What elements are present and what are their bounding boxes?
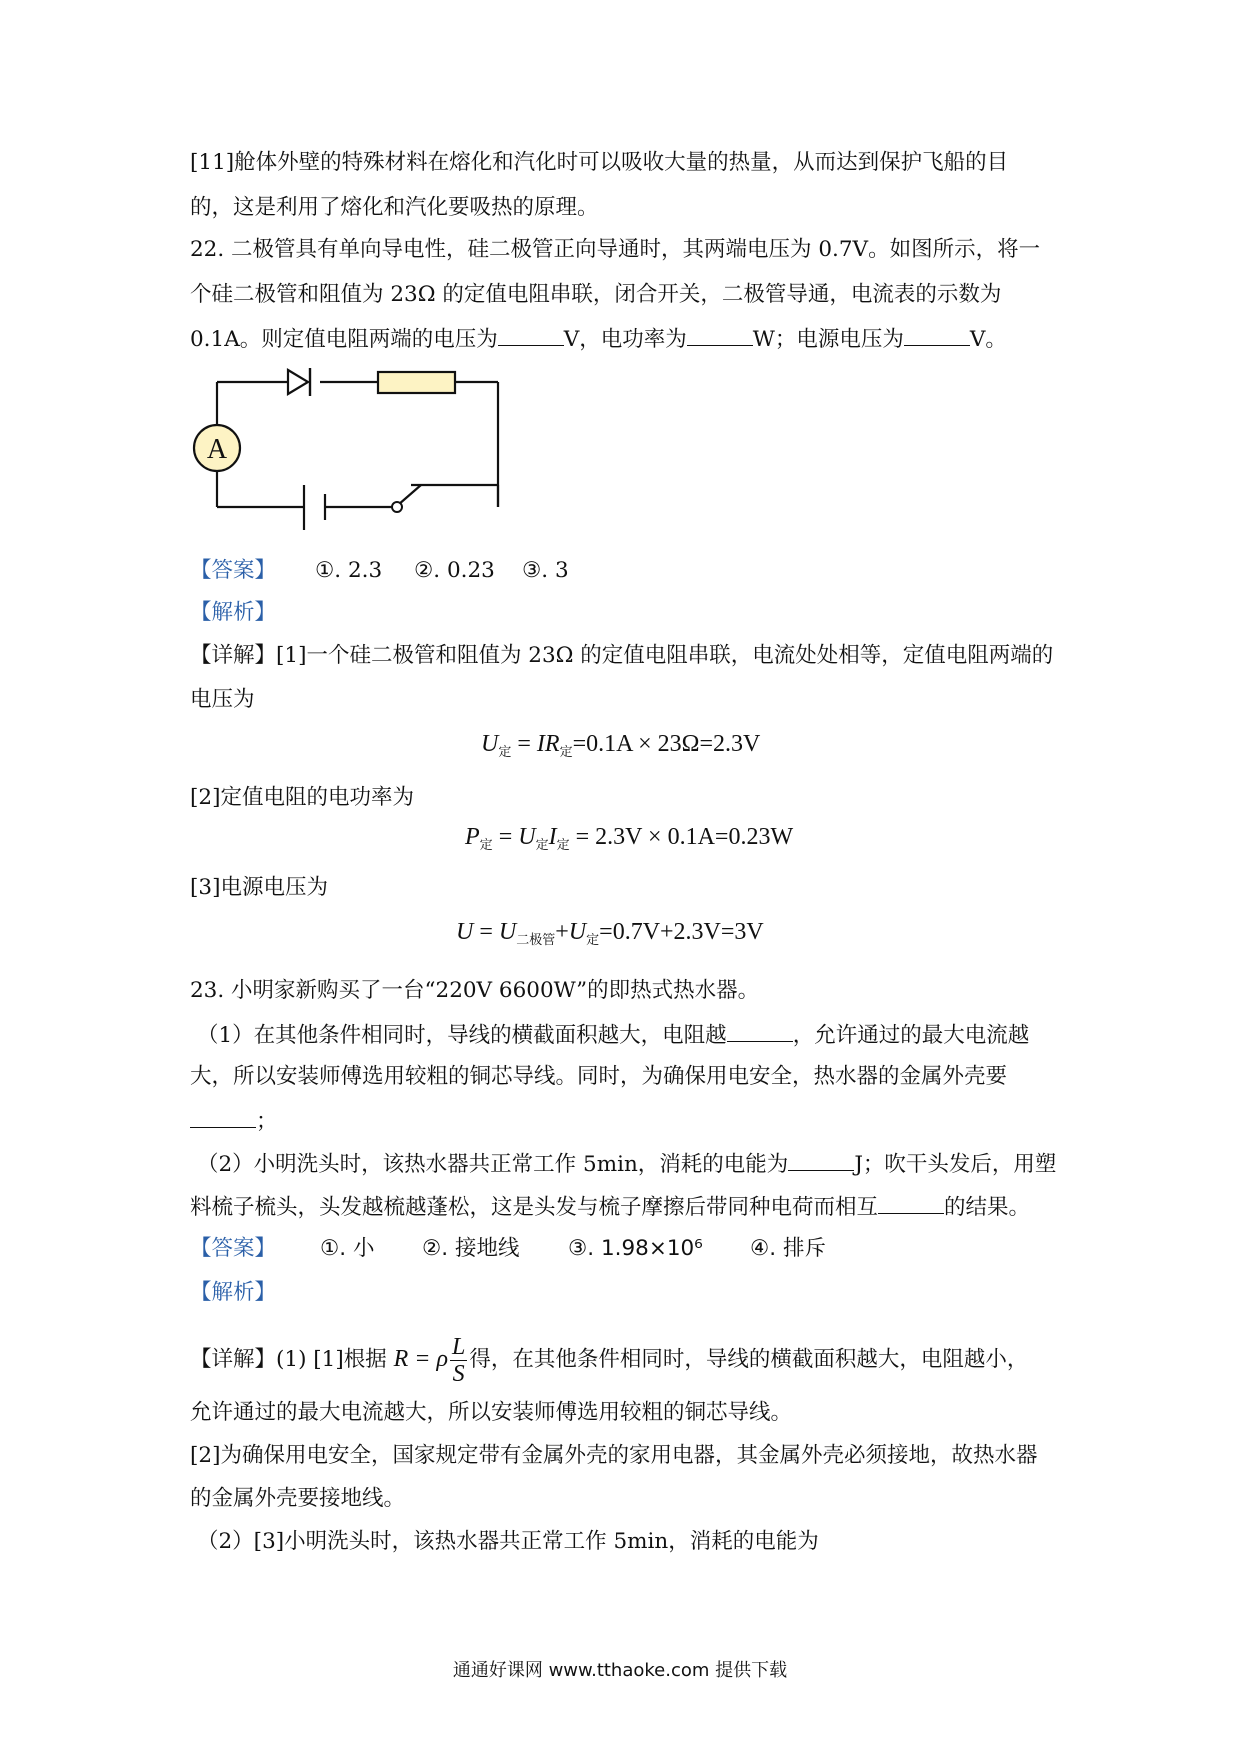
text-line: 允许通过的最大电流越大，所以安装师傅选用较粗的铜芯导线。 <box>190 1400 793 1425</box>
answer-item: ②. 接地线 <box>422 1236 520 1261</box>
answer-blank[interactable] <box>904 323 970 346</box>
ammeter-label: A <box>206 434 228 465</box>
answer-row-23 <box>190 1234 826 1264</box>
text-segment: ； <box>256 1109 278 1134</box>
switch-contact <box>392 502 402 512</box>
text-line: [2]定值电阻的电功率为 <box>190 785 414 810</box>
formula-source-voltage <box>456 915 764 958</box>
text-segment: V，电功率为 <box>563 327 687 352</box>
text-line: 个硅二极管和阻值为 23Ω 的定值电阻串联，闭合开关，二极管导通，电流表的示数为 <box>190 282 1002 307</box>
formula-subscript: 定 <box>586 933 600 948</box>
analysis-tag: 【解析】 <box>190 1280 277 1305</box>
answer-blank[interactable] <box>788 1148 854 1171</box>
answer-item: ④. 排斥 <box>750 1236 826 1261</box>
answer-tag: 【答案】 <box>190 558 277 583</box>
diode-icon <box>288 370 308 394</box>
text-segment: 的结果。 <box>944 1195 1031 1220</box>
question-23: 23. 小明家新购买了一台“220V 6600W”的即热式热水器。 <box>190 978 760 1003</box>
answer-item: ③. 3 <box>522 558 569 583</box>
formula-subscript: 定 <box>556 838 570 853</box>
answer-blank[interactable] <box>190 1105 256 1128</box>
text-segment: 料梳子梳头，头发越梳越蓬松，这是头发与梳子摩擦后带同种电荷而相互 <box>190 1195 879 1220</box>
text-segment: 【详解】(1) [1]根据 <box>190 1347 387 1372</box>
text-segment: 0.1A。则定值电阻两端的电压为 <box>190 327 498 352</box>
switch-lever <box>398 485 421 505</box>
text-line <box>197 1148 1056 1180</box>
formula-text: =0.7V+2.3V=3V <box>599 919 764 945</box>
text-segment: ，允许通过的最大电流越 <box>792 1023 1030 1048</box>
text-line <box>190 1105 278 1137</box>
resistor <box>378 372 455 393</box>
formula-resistance <box>393 1333 470 1387</box>
formula-text: = 2.3V × 0.1A=0.23W <box>569 824 794 850</box>
formula-symbol: U <box>568 919 587 945</box>
answer-item: ①. 小 <box>320 1236 375 1261</box>
formula-symbol: U <box>518 824 536 850</box>
fraction-denominator: S <box>452 1360 465 1387</box>
formula-symbol: U <box>456 919 474 945</box>
text-line: 电压为 <box>190 687 255 712</box>
text-line: 的金属外壳要接地线。 <box>190 1486 406 1511</box>
analysis-tag: 【解析】 <box>190 600 277 625</box>
formula-voltage <box>481 727 760 770</box>
formula-power <box>465 820 793 863</box>
question-22: 22. 二极管具有单向导电性，硅二极管正向导通时，其两端电压为 0.7V。如图所示，将一 <box>190 237 1041 262</box>
formula-text: = <box>511 731 537 757</box>
fraction-numerator: L <box>451 1333 466 1360</box>
text-line <box>197 1019 1029 1051</box>
text-line <box>190 323 1007 355</box>
footer-watermark: 通通好课网 www.tthaoke.com 提供下载 <box>452 1660 788 1681</box>
formula-subscript: 二极管 <box>516 933 556 948</box>
text-line: 的，这是利用了熔化和汽化要吸热的原理。 <box>190 195 599 220</box>
text-segment: J；吹干头发后，用塑 <box>854 1152 1057 1177</box>
formula-symbol: U <box>498 919 517 945</box>
text-segment: W；电源电压为 <box>752 327 904 352</box>
text-line <box>190 1330 1028 1390</box>
formula-subscript: 定 <box>498 745 512 760</box>
formula-symbol: U <box>481 731 499 757</box>
formula-text: + <box>555 919 569 945</box>
answer-tag: 【答案】 <box>190 1236 277 1261</box>
formula-symbol: I <box>548 824 557 850</box>
formula-text: =0.1A × 23Ω=2.3V <box>572 731 761 757</box>
answer-item: ③. 1.98×10⁶ <box>568 1236 703 1261</box>
formula-subscript: 定 <box>479 838 493 853</box>
text-line: 大，所以安装师傅选用较粗的铜芯导线。同时，为确保用电安全，热水器的金属外壳要 <box>190 1064 1008 1089</box>
formula-subscript: 定 <box>535 838 549 853</box>
answer-blank[interactable] <box>727 1019 793 1042</box>
text-segment: 得，在其他条件相同时，导线的横截面积越大，电阻越小， <box>469 1347 1029 1372</box>
formula-symbol: P <box>465 824 480 850</box>
text-segment: （2）小明洗头时，该热水器共正常工作 5min，消耗的电能为 <box>197 1152 789 1177</box>
answer-item: ②. 0.23 <box>414 558 495 583</box>
formula-text: = <box>473 919 499 945</box>
answer-blank[interactable] <box>498 323 564 346</box>
text-line: 【详解】[1]一个硅二极管和阻值为 23Ω 的定值电阻串联，电流处处相等，定值电阻两端的 <box>190 643 1054 668</box>
answer-item: ①. 2.3 <box>315 558 383 583</box>
text-line: [2]为确保用电安全，国家规定带有金属外壳的家用电器，其金属外壳必须接地，故热水器 <box>190 1443 1038 1468</box>
circuit-diagram <box>180 360 510 540</box>
formula-symbol: R = ρ <box>393 1346 448 1372</box>
formula-symbol: IR <box>536 731 560 757</box>
text-line: （2）[3]小明洗头时，该热水器共正常工作 5min，消耗的电能为 <box>197 1529 819 1554</box>
formula-text: = <box>492 824 519 850</box>
answer-blank[interactable] <box>687 323 753 346</box>
fraction <box>450 1334 467 1387</box>
text-line: [3]电源电压为 <box>190 875 328 900</box>
text-segment: （1）在其他条件相同时，导线的横截面积越大，电阻越 <box>197 1023 727 1048</box>
formula-subscript: 定 <box>559 745 573 760</box>
text-segment: V。 <box>969 327 1007 352</box>
answer-row-22 <box>190 556 569 586</box>
text-line: [11]舱体外壁的特殊材料在熔化和汽化时可以吸收大量的热量，从而达到保护飞船的目 <box>190 150 1009 175</box>
answer-blank[interactable] <box>878 1191 944 1214</box>
text-line <box>190 1191 1030 1223</box>
